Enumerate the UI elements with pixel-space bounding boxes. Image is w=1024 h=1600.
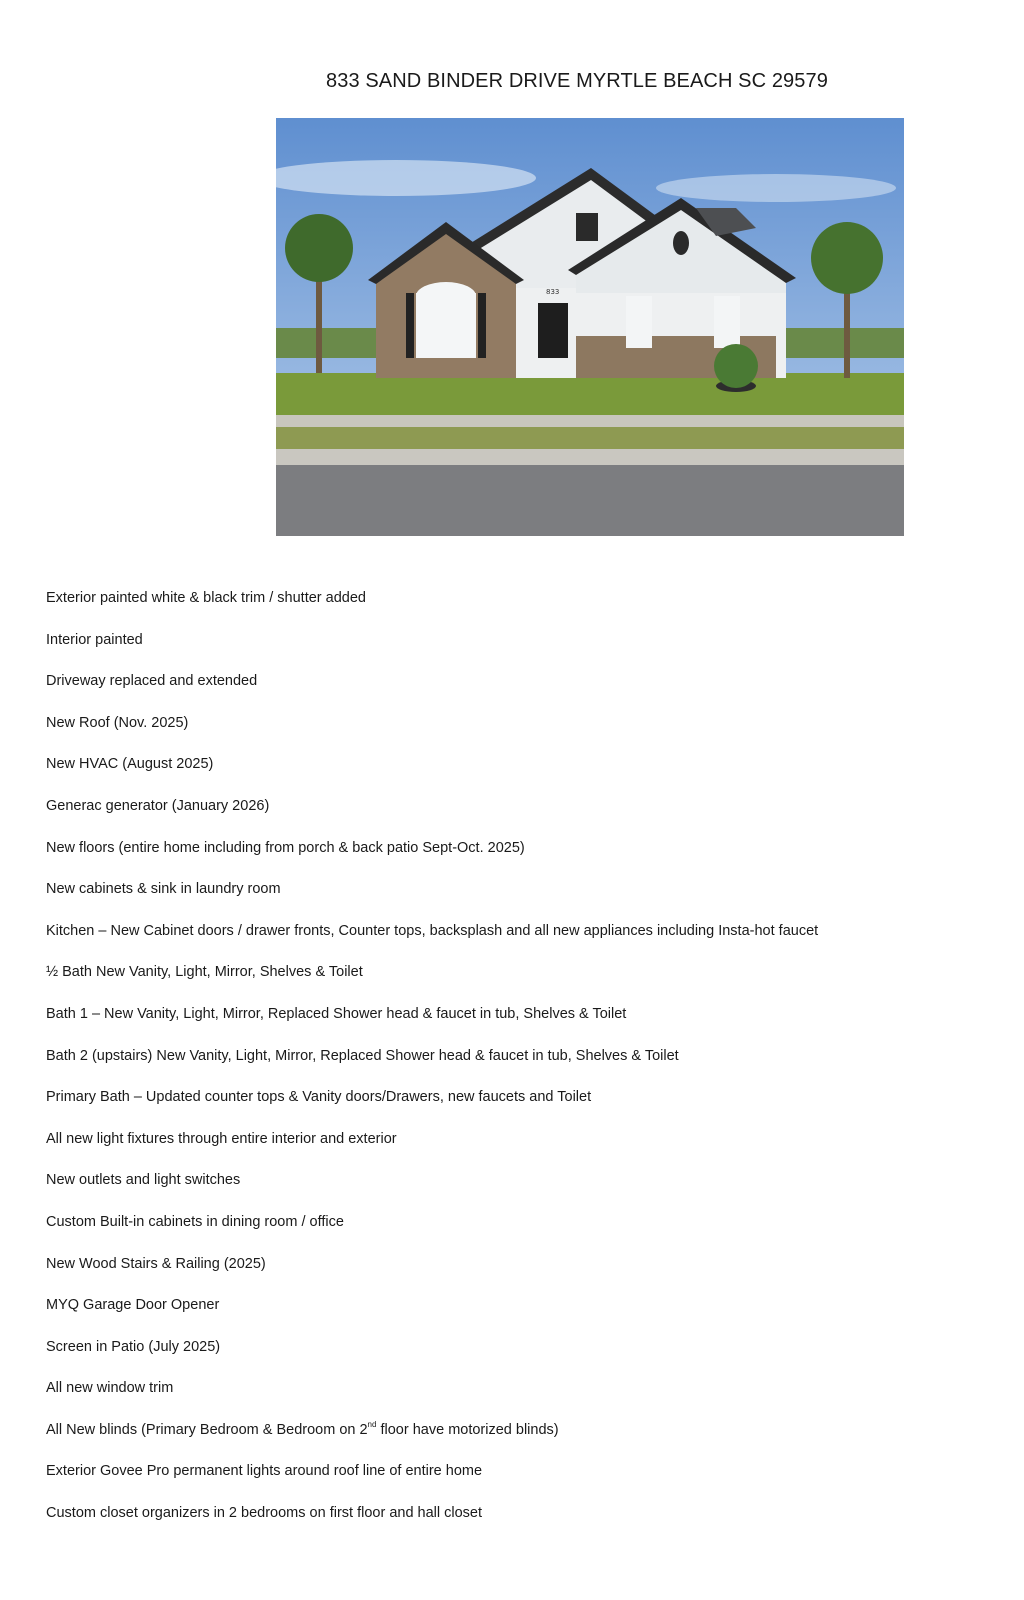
list-item: Interior painted — [46, 631, 143, 648]
list-item: New outlets and light switches — [46, 1172, 241, 1189]
list-item: Bath 2 (upstairs) New Vanity, Light, Mirror, Replaced Shower head & faucet in tub, Shelves & Toilet — [46, 1047, 679, 1064]
list-item: New Roof (Nov. 2025) — [46, 714, 189, 731]
list-item: Custom Built-in cabinets in dining room / office — [46, 1213, 344, 1230]
list-item: All new window trim — [46, 1380, 174, 1397]
blinds-text-after: floor have motorized blinds) — [376, 1421, 559, 1438]
blinds-text-before: All New blinds (Primary Bedroom & Bedroom on 2 — [46, 1421, 368, 1438]
list-item: Generac generator (January 2026) — [46, 797, 270, 814]
list-item: Exterior Govee Pro permanent lights around roof line of entire home — [46, 1463, 483, 1480]
list-item: Bath 1 – New Vanity, Light, Mirror, Replaced Shower head & faucet in tub, Shelves & Toilet — [46, 1005, 627, 1022]
list-item: Primary Bath – Updated counter tops & Vanity doors/Drawers, new faucets and Toilet — [46, 1089, 592, 1106]
list-item: Custom closet organizers in 2 bedrooms on first floor and hall closet — [46, 1505, 483, 1522]
list-item-blinds — [46, 1420, 818, 1462]
feature-list — [46, 588, 818, 1545]
list-item: MYQ Garage Door Opener — [46, 1297, 220, 1314]
list-item: New HVAC (August 2025) — [46, 756, 214, 773]
house-photo — [276, 118, 904, 536]
list-item: New floors (entire home including from porch & back patio Sept-Oct. 2025) — [46, 839, 525, 856]
list-item: Kitchen – New Cabinet doors / drawer fronts, Counter tops, backsplash and all new appliances including Insta-hot faucet — [46, 922, 819, 939]
list-item: ½ Bath New Vanity, Light, Mirror, Shelves & Toilet — [46, 964, 363, 981]
page-title: 833 SAND BINDER DRIVE MYRTLE BEACH SC 29579 — [326, 70, 828, 92]
list-item: New cabinets & sink in laundry room — [46, 881, 281, 898]
svg-text:833: 833 — [546, 288, 560, 296]
list-item: Screen in Patio (July 2025) — [46, 1338, 221, 1355]
list-item: All new light fixtures through entire interior and exterior — [46, 1130, 397, 1147]
ordinal-superscript: nd — [367, 1419, 377, 1429]
list-item: New Wood Stairs & Railing (2025) — [46, 1255, 266, 1272]
list-item: Driveway replaced and extended — [46, 673, 258, 690]
list-item: Exterior painted white & black trim / shutter added — [46, 590, 366, 606]
